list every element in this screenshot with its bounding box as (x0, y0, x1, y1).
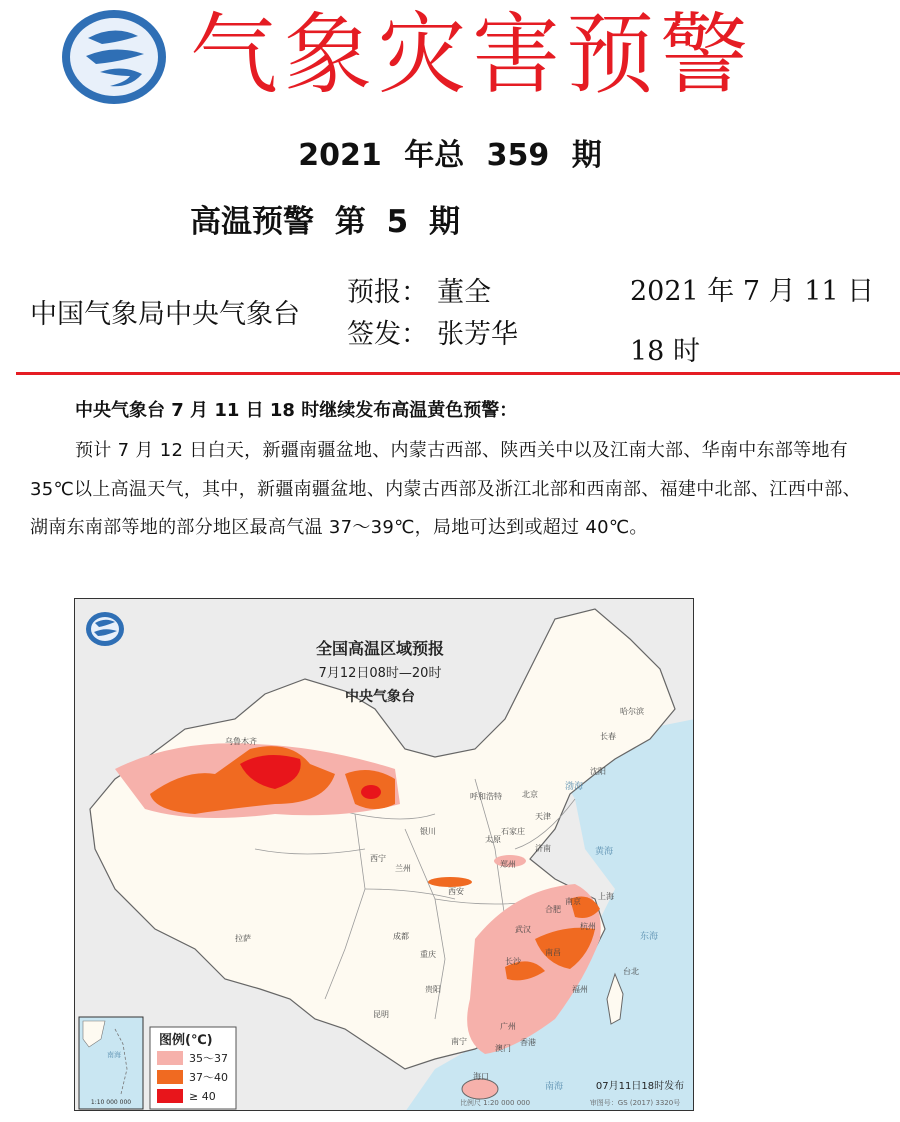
city-label: 银川 (420, 827, 436, 836)
map-scale: 比例尺 1:20 000 000 (459, 1099, 531, 1107)
city-label: 海口 (473, 1072, 489, 1081)
city-label: 贵阳 (425, 985, 441, 994)
subissue-title: 高温预警 (190, 204, 314, 240)
city-label: 长春 (600, 732, 616, 741)
subissue-ordinal: 第 (334, 204, 366, 240)
issuer-label: 签发： (347, 319, 428, 350)
subissue-line (190, 196, 470, 241)
issuer-name: 张芳华 (437, 319, 518, 350)
city-label: 哈尔滨 (620, 707, 644, 716)
legend-swatch-40 (157, 1089, 183, 1103)
sea-label: 南海 (545, 1082, 564, 1092)
article-headline: 中央气象台 7 月 11 日 18 时继续发布高温黄色预警： (75, 400, 518, 421)
city-label: 澳门 (495, 1044, 511, 1053)
city-label: 石家庄 (501, 827, 525, 836)
map-legend (150, 1027, 236, 1109)
issue-time: 2021 年 7 月 11 日 18 时 (630, 276, 875, 367)
map-logo-icon (86, 612, 124, 646)
issue-number: 359 (486, 138, 550, 173)
city-label: 济南 (535, 844, 551, 853)
heat-zone-mongolia-peak (361, 785, 381, 799)
city-label: 广州 (500, 1022, 516, 1031)
subissue-number: 5 (386, 204, 409, 240)
inset-scale: 1:10 000 000 (90, 1099, 132, 1106)
city-label: 上海 (598, 892, 614, 901)
city-label: 台北 (623, 967, 639, 976)
city-label: 成都 (393, 932, 409, 941)
header-divider (16, 372, 900, 375)
article-body: 预计 7 月 12 日白天，新疆南疆盆地、内蒙古西部、陕西关中以及江南大部、华南中东部等地有 35℃以上高温天气，其中，新疆南疆盆地、内蒙古西部及浙江北部和西南部、福建中北部、江西中部、湖南东南部等地的部分地区最高气温 37～39℃，局地可达到或超过 40℃。 (30, 440, 861, 538)
city-label: 天津 (535, 812, 551, 821)
inset-sea-label: 南海 (107, 1051, 121, 1059)
issue-year: 2021 (298, 138, 382, 173)
city-label: 福州 (572, 985, 588, 994)
city-label: 南京 (565, 897, 581, 906)
issue-year-label: 年总 (404, 138, 465, 173)
sea-label: 黄海 (595, 847, 614, 857)
staff-block (347, 272, 518, 356)
city-label: 北京 (522, 790, 538, 799)
subissue-period: 期 (428, 204, 460, 240)
issue-line (0, 130, 900, 174)
legend-label-35-37: 35～37 (189, 1052, 228, 1065)
city-label: 南宁 (451, 1037, 467, 1046)
map-title: 全国高温区域预报 (315, 639, 445, 658)
city-label: 拉萨 (235, 934, 251, 943)
map-review-number: 审图号：GS (2017) 3320号 (589, 1099, 681, 1107)
sea-label: 东海 (640, 932, 659, 942)
legend-swatch-37-40 (157, 1070, 183, 1084)
legend-label-37-40: 37～40 (189, 1071, 228, 1084)
legend-title: 图例(℃) (159, 1033, 213, 1048)
city-label: 合肥 (545, 905, 561, 914)
legend-swatch-35-37 (157, 1051, 183, 1065)
city-label: 郑州 (500, 860, 516, 869)
city-label: 重庆 (420, 950, 436, 959)
south-china-sea-inset (79, 1017, 143, 1109)
city-label: 乌鲁木齐 (225, 737, 257, 746)
forecaster-label: 预报： (347, 277, 428, 308)
city-label: 杭州 (580, 922, 596, 931)
legend-label-40: ≥ 40 (189, 1090, 216, 1103)
city-label: 长沙 (505, 957, 521, 966)
heat-forecast-map (74, 598, 694, 1111)
city-label: 西宁 (370, 854, 386, 863)
map-agency: 中央气象台 (345, 689, 415, 705)
city-label: 南昌 (545, 948, 561, 957)
city-label: 昆明 (373, 1010, 389, 1019)
city-label: 兰州 (395, 864, 411, 873)
city-label: 呼和浩特 (470, 792, 502, 801)
city-label: 沈阳 (590, 767, 606, 776)
masthead-title: 气象灾害预警 (190, 3, 755, 106)
city-label: 香港 (520, 1038, 536, 1047)
city-label: 太原 (485, 835, 501, 844)
city-label: 武汉 (515, 925, 531, 934)
hainan-island (462, 1079, 498, 1099)
issue-period-label: 期 (571, 138, 602, 173)
organization: 中国气象局中央气象台 (30, 299, 300, 330)
map-release-time: 07月11日18时发布 (595, 1081, 685, 1092)
heat-zone-guanzhong (428, 877, 472, 887)
forecaster-name: 董全 (437, 277, 491, 308)
city-label: 西安 (448, 887, 464, 896)
cma-logo (60, 8, 168, 106)
map-period: 7月12日08时—20时 (318, 666, 442, 681)
sea-label: 渤海 (565, 782, 584, 792)
